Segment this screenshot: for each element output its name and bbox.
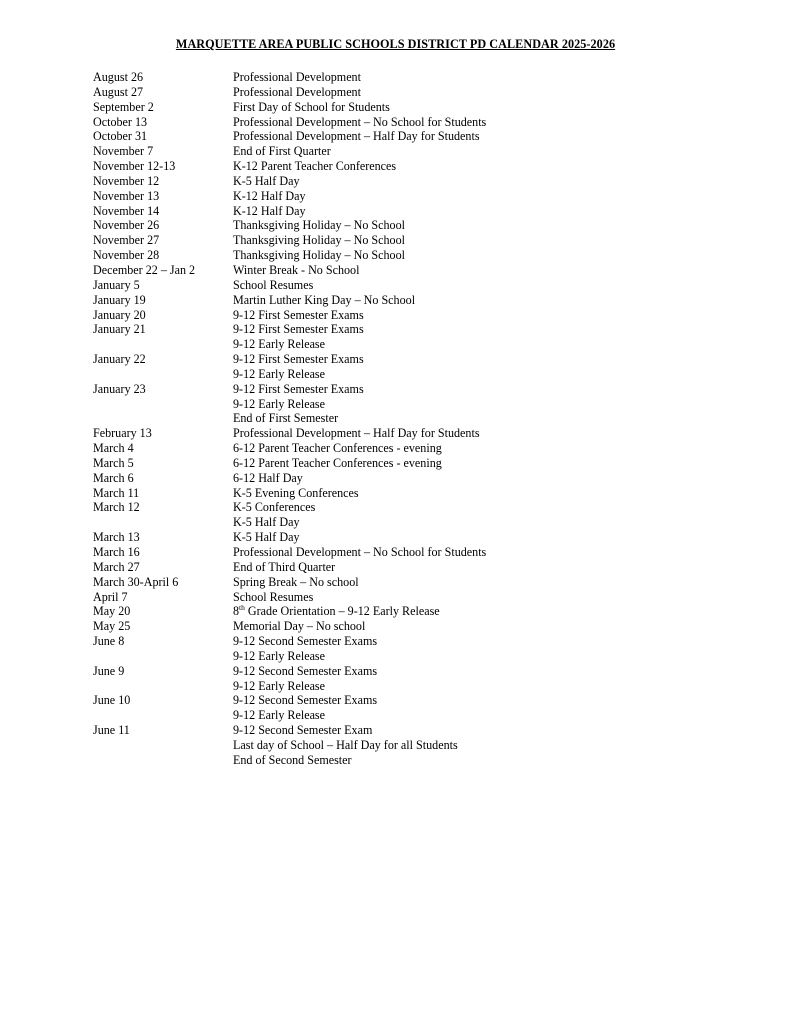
- calendar-row: [93, 322, 733, 352]
- calendar-date: February 13: [93, 426, 152, 441]
- calendar-events: [233, 545, 733, 560]
- calendar-row: [93, 85, 733, 100]
- calendar-row: [93, 263, 733, 278]
- calendar-date: January 20: [93, 307, 146, 322]
- calendar-events: [233, 189, 733, 204]
- calendar-event: Spring Break – No school: [233, 574, 359, 589]
- calendar-date: November 14: [93, 203, 160, 218]
- calendar-events: [233, 664, 733, 694]
- calendar-event: Professional Development – Half Day for Students: [233, 426, 480, 441]
- calendar-date: November 12: [93, 173, 160, 188]
- calendar-events: [233, 100, 733, 115]
- calendar-event: Professional Development: [233, 84, 361, 99]
- calendar-date: March 4: [93, 441, 134, 456]
- calendar-row: [93, 115, 733, 130]
- calendar-event: Martin Luther King Day – No School: [233, 292, 416, 307]
- calendar-event: 6-12 Parent Teacher Conferences - evening: [233, 455, 442, 470]
- ordinal-suffix: th: [239, 603, 245, 613]
- calendar-date: November 12-13: [93, 159, 176, 174]
- calendar-event: End of Second Semester: [233, 752, 352, 767]
- calendar-events: [233, 248, 733, 263]
- calendar-row: [93, 144, 733, 159]
- calendar-date: March 27: [93, 559, 140, 574]
- calendar-date: January 21: [93, 322, 146, 337]
- calendar-event: Professional Development – No School for Students: [233, 114, 487, 129]
- calendar-row: [93, 129, 733, 144]
- calendar-event: 6-12 Parent Teacher Conferences - evening: [233, 441, 442, 456]
- calendar-event: School Resumes: [233, 589, 314, 604]
- calendar-events: [233, 218, 733, 233]
- calendar-date: January 23: [93, 381, 146, 396]
- calendar-event: 9-12 Early Release: [233, 648, 326, 663]
- calendar-date: August 26: [93, 70, 144, 84]
- calendar-date: October 13: [93, 114, 148, 129]
- calendar-events: [233, 174, 733, 189]
- calendar-event: 9-12 Early Release: [233, 396, 326, 411]
- calendar-date: November 7: [93, 144, 154, 159]
- calendar-event: End of Third Quarter: [233, 559, 336, 574]
- calendar-events: [233, 471, 733, 486]
- calendar-row: [93, 530, 733, 545]
- calendar-row: [93, 456, 733, 471]
- calendar-event: 9-12 First Semester Exams: [233, 381, 364, 396]
- calendar-events: [233, 70, 733, 85]
- calendar-events: [233, 619, 733, 634]
- calendar-row: [93, 590, 733, 605]
- calendar-date: January 19: [93, 292, 146, 307]
- calendar-events: [233, 263, 733, 278]
- calendar-event: 6-12 Half Day: [233, 470, 303, 485]
- calendar-row: [93, 486, 733, 501]
- calendar-events: [233, 322, 733, 352]
- calendar-row: [93, 174, 733, 189]
- calendar-events: [233, 85, 733, 100]
- calendar-row: [93, 604, 733, 619]
- calendar-event: K-5 Conferences: [233, 500, 316, 515]
- calendar-event: 9-12 First Semester Exams: [233, 322, 364, 337]
- calendar-events: [233, 426, 733, 441]
- calendar-event: Thanksgiving Holiday – No School: [233, 233, 405, 248]
- calendar-row: [93, 70, 733, 85]
- calendar-date: April 7: [93, 589, 128, 604]
- calendar-row: [93, 308, 733, 323]
- calendar-events: [233, 486, 733, 501]
- calendar-event: 9-12 Early Release: [233, 337, 326, 352]
- calendar-row: [93, 545, 733, 560]
- calendar-event: K-12 Half Day: [233, 188, 306, 203]
- page-title: MARQUETTE AREA PUBLIC SCHOOLS DISTRICT PD CALENDAR 2025-2026: [175, 37, 616, 51]
- calendar-event: 9-12 Early Release: [233, 366, 326, 381]
- calendar-row: [93, 248, 733, 263]
- calendar-events: [233, 530, 733, 545]
- calendar-date: November 27: [93, 233, 160, 248]
- calendar-event: End of First Semester: [233, 411, 339, 426]
- calendar-date: January 5: [93, 277, 140, 292]
- calendar-row: [93, 218, 733, 233]
- calendar-row: [93, 278, 733, 293]
- calendar-row: [93, 352, 733, 382]
- calendar-row: [93, 293, 733, 308]
- calendar-row: [93, 500, 733, 530]
- calendar-event: 9-12 Second Semester Exams: [233, 663, 378, 678]
- calendar-events: [233, 382, 733, 427]
- calendar-event: Professional Development: [233, 70, 361, 84]
- calendar-date: March 11: [93, 485, 140, 500]
- calendar-row: [93, 441, 733, 456]
- calendar-events: [233, 590, 733, 605]
- calendar-events: [233, 308, 733, 323]
- calendar-table: [93, 70, 733, 768]
- calendar-row: [93, 233, 733, 248]
- calendar-event: K-12 Half Day: [233, 203, 306, 218]
- calendar-events: [233, 233, 733, 248]
- calendar-event: 8th Grade Orientation – 9-12 Early Release: [233, 603, 440, 619]
- calendar-events: [233, 159, 733, 174]
- calendar-date: May 20: [93, 604, 131, 619]
- calendar-date: March 5: [93, 455, 134, 470]
- calendar-event: First Day of School for Students: [233, 99, 390, 114]
- calendar-event: End of First Quarter: [233, 144, 331, 159]
- calendar-event: 9-12 Early Release: [233, 678, 326, 693]
- calendar-row: [93, 471, 733, 486]
- calendar-row: [93, 204, 733, 219]
- calendar-event: Last day of School – Half Day for all Students: [233, 737, 458, 752]
- calendar-event: Professional Development – No School for Students: [233, 545, 487, 559]
- calendar-date: November 28: [93, 248, 160, 263]
- calendar-event: K-5 Evening Conferences: [233, 485, 359, 500]
- calendar-events: [233, 575, 733, 590]
- calendar-date: November 13: [93, 188, 160, 203]
- calendar-date: March 12: [93, 500, 140, 515]
- calendar-date: March 16: [93, 545, 140, 559]
- calendar-event: Memorial Day – No school: [233, 619, 366, 634]
- calendar-event: School Resumes: [233, 277, 314, 292]
- calendar-event: Thanksgiving Holiday – No School: [233, 248, 405, 263]
- calendar-row: [93, 100, 733, 115]
- calendar-row: [93, 189, 733, 204]
- calendar-events: [233, 278, 733, 293]
- calendar-row: [93, 426, 733, 441]
- calendar-events: [233, 115, 733, 130]
- calendar-date: January 22: [93, 352, 146, 367]
- calendar-events: [233, 204, 733, 219]
- calendar-date: November 26: [93, 218, 160, 233]
- calendar-event: K-5 Half Day: [233, 515, 300, 530]
- calendar-events: [233, 352, 733, 382]
- calendar-event: Winter Break - No School: [233, 262, 360, 277]
- calendar-date: August 27: [93, 84, 144, 99]
- calendar-event: 9-12 Second Semester Exams: [233, 693, 378, 708]
- calendar-event: 9-12 Second Semester Exams: [233, 634, 378, 649]
- calendar-event: 9-12 First Semester Exams: [233, 352, 364, 367]
- calendar-date: March 6: [93, 470, 134, 485]
- calendar-date: December 22 – Jan 2: [93, 262, 196, 277]
- calendar-date: March 13: [93, 530, 140, 545]
- calendar-row: [93, 664, 733, 694]
- calendar-row: [93, 159, 733, 174]
- calendar-event: Professional Development – Half Day for Students: [233, 129, 480, 144]
- calendar-row: [93, 693, 733, 723]
- calendar-events: [233, 634, 733, 664]
- calendar-date: September 2: [93, 99, 154, 114]
- calendar-event: 9-12 Second Semester Exam: [233, 723, 373, 738]
- calendar-row: [93, 723, 733, 768]
- calendar-date: June 11: [93, 723, 130, 738]
- calendar-event: 9-12 Early Release: [233, 708, 326, 723]
- calendar-events: [233, 693, 733, 723]
- calendar-row: [93, 382, 733, 427]
- calendar-row: [93, 560, 733, 575]
- calendar-events: [233, 500, 733, 530]
- calendar-event: K-5 Half Day: [233, 173, 300, 188]
- calendar-event: 9-12 First Semester Exams: [233, 307, 364, 322]
- calendar-date: June 8: [93, 634, 125, 649]
- calendar-event: K-12 Parent Teacher Conferences: [233, 159, 397, 174]
- calendar-events: [233, 456, 733, 471]
- calendar-date: May 25: [93, 619, 131, 634]
- calendar-events: [233, 293, 733, 308]
- calendar-date: March 30-April 6: [93, 574, 179, 589]
- calendar-events: [233, 129, 733, 144]
- calendar-event: K-5 Half Day: [233, 530, 300, 545]
- calendar-events: [233, 604, 733, 619]
- calendar-date: June 10: [93, 693, 131, 708]
- calendar-date: June 9: [93, 663, 125, 678]
- calendar-row: [93, 634, 733, 664]
- calendar-events: [233, 560, 733, 575]
- calendar-events: [233, 723, 733, 768]
- calendar-events: [233, 441, 733, 456]
- calendar-events: [233, 144, 733, 159]
- calendar-date: October 31: [93, 129, 148, 144]
- calendar-row: [93, 619, 733, 634]
- calendar-event: Thanksgiving Holiday – No School: [233, 218, 405, 233]
- calendar-row: [93, 575, 733, 590]
